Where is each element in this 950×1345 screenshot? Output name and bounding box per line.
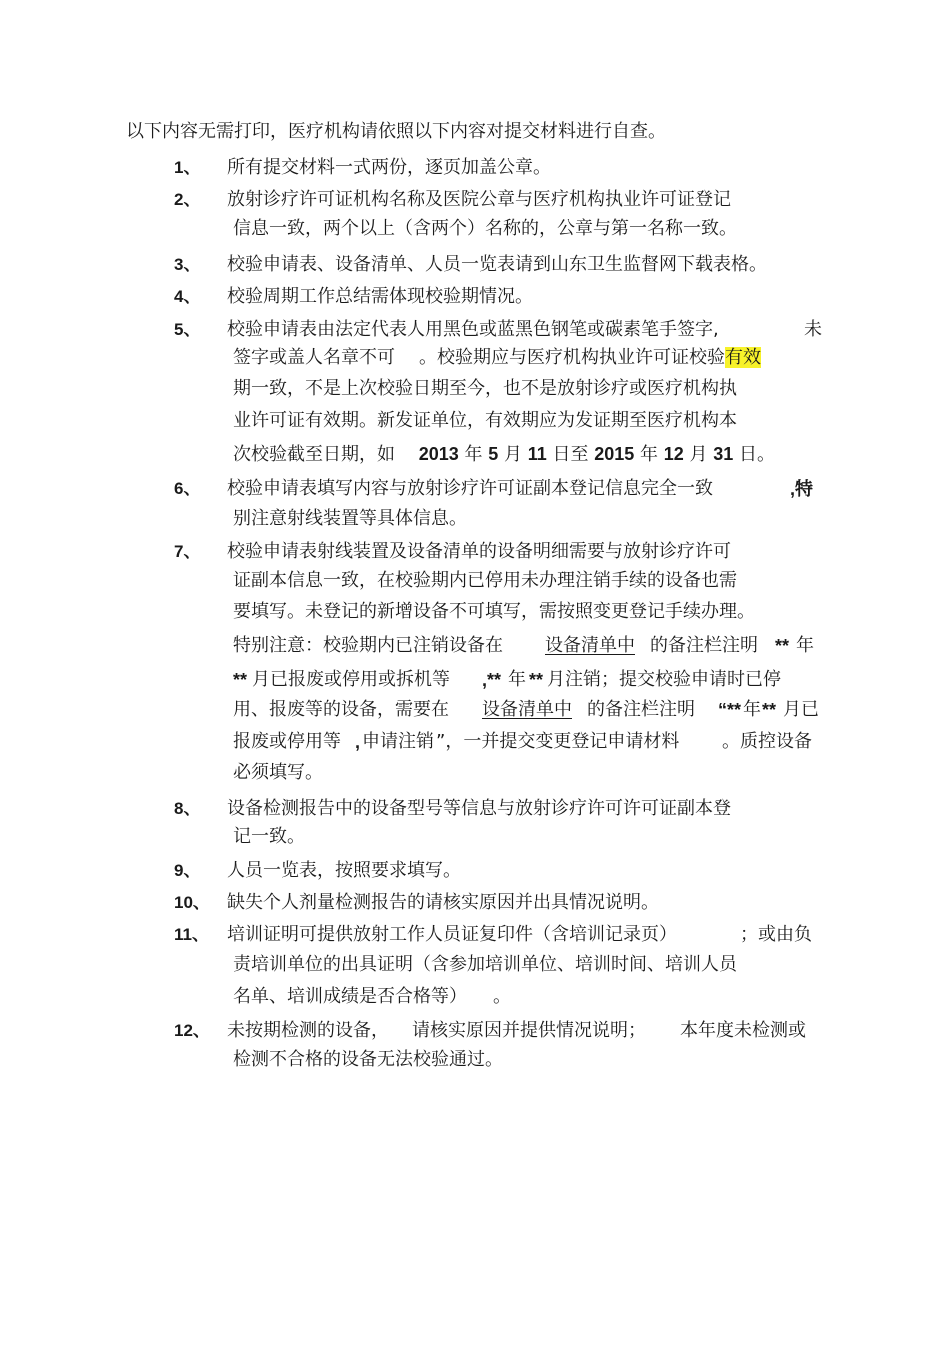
item-text: 人员一览表，按照要求填写。 (227, 860, 461, 881)
underlined-text: 设备清单中 (545, 635, 635, 656)
item-number: 4、 (174, 287, 201, 306)
text-run: 。校验期应与医疗机构执业许可证校验 (419, 347, 725, 368)
item-text: 责培训单位的出具证明（含参加培训单位、培训时间、培训人员 (233, 954, 737, 975)
item-number: 9、 (174, 861, 201, 880)
text-run: 月 (504, 444, 522, 465)
item-text: 特别注意：校验期内已注销设备在 (233, 635, 503, 656)
item-text: 业许可证有效期。新发证单位，有效期应为发证期至医疗机构本 (233, 410, 737, 431)
item-text: 校验周期工作总结需体现校验期情况。 (227, 286, 533, 307)
item-text: 用、报废等的设备，需要在 (233, 699, 449, 720)
date-number: 2015 (594, 444, 635, 464)
item-text: 培训证明可提供放射工作人员证复印件（含培训记录页） (227, 924, 677, 945)
item-text: 别注意射线装置等具体信息。 (233, 508, 467, 529)
item-number: 8、 (174, 799, 201, 818)
text-run: 年 (640, 444, 659, 465)
item-number: 10、 (174, 893, 210, 912)
text-run: 日至 (552, 444, 589, 465)
item-text: 。质控设备 (722, 731, 812, 752)
underlined-text: 设备清单中 (482, 699, 572, 720)
date-number: 12 (663, 444, 684, 464)
item-text: 证副本信息一致，在校验期内已停用未办理注销手续的设备也需 (233, 570, 737, 591)
item-text: 校验申请表由法定代表人用黑色或蓝黑色钢笔或碳素笔手签字, (227, 319, 719, 340)
item-text: 的备注栏注明 (587, 699, 695, 720)
date-number: 2013 (418, 444, 459, 464)
text-run: 月 (689, 444, 708, 465)
item-text: ** (775, 636, 790, 656)
item-text: 请核实原因并提供情况说明； (412, 1020, 646, 1041)
item-text: 缺失个人剂量检测报告的请核实原因并出具情况说明。 (227, 892, 659, 913)
item-text: 年 (796, 635, 814, 656)
item-number: 2、 (174, 190, 201, 209)
item-text: 年 (508, 669, 526, 690)
item-text: 的备注栏注明 (650, 635, 758, 656)
item-text: ** (233, 670, 248, 690)
date-number: 5 (488, 444, 499, 464)
item-number: 6、 (174, 479, 201, 498)
date-number: 11 (527, 444, 547, 464)
text-run: 签字或盖人名章不可 (233, 347, 395, 368)
item-text: 校验申请表、设备清单、人员一览表请到山东卫生监督网下载表格。 (227, 254, 767, 275)
item-text: 期一致，不是上次校验日期至今，也不是放射诊疗或医疗机构执 (233, 378, 737, 399)
item-text: ,特 (790, 479, 814, 499)
item-text (233, 347, 761, 369)
item-text: 设备检测报告中的设备型号等信息与放射诊疗许可许可证副本登 (227, 798, 731, 819)
item-number: 5、 (174, 320, 201, 339)
item-text: 名单、培训成绩是否合格等） (233, 986, 467, 1007)
item-text: 年 (743, 699, 761, 720)
item-text: 记一致。 (233, 826, 305, 847)
intro-text: 以下内容无需打印，医疗机构请依照以下内容对提交材料进行自查。 (126, 121, 666, 142)
item-number: 1、 (174, 158, 201, 177)
item-text: 本年度未检测或 (680, 1020, 806, 1041)
item-text: 检测不合格的设备无法校验通过。 (233, 1049, 503, 1070)
item-text: 月已报废或停用或拆机等 (252, 669, 450, 690)
item-text: ；或由负 (740, 924, 812, 945)
item-text: , (355, 732, 361, 752)
item-text: 要填写。未登记的新增设备不可填写，需按照变更登记手续办理。 (233, 601, 755, 622)
item-text: 必须填写。 (233, 762, 323, 783)
item-text: 未 (804, 319, 822, 340)
item-text: 月已 (783, 699, 819, 720)
item-text: “** (718, 700, 742, 720)
highlighted-text: 有效 (725, 347, 761, 368)
item-text: 校验申请表填写内容与放射诊疗许可证副本登记信息完全一致 (227, 478, 713, 499)
item-text: 申请注销 (362, 731, 434, 752)
item-text: 未按期检测的设备， (227, 1020, 389, 1041)
item-text: 月注销；提交校验申请时已停 (547, 669, 781, 690)
item-text: 信息一致，两个以上（含两个）名称的，公章与第一名称一致。 (233, 218, 737, 239)
item-text: ** (529, 670, 544, 690)
text-run: 次校验截至日期，如 (233, 444, 395, 465)
item-text: 。 (493, 986, 511, 1007)
item-number: 7、 (174, 542, 201, 561)
item-text (233, 443, 775, 466)
item-number: 12、 (174, 1021, 210, 1040)
text-run: 年 (464, 444, 483, 465)
item-text: ”，一并提交变更登记申请材料 (436, 731, 680, 752)
item-text: 所有提交材料一式两份，逐页加盖公章。 (227, 157, 551, 178)
item-text: 校验申请表射线装置及设备清单的设备明细需要与放射诊疗许可 (227, 541, 731, 562)
item-number: 11、 (174, 925, 209, 944)
item-text: ** (762, 700, 777, 720)
item-text: 报废或停用等 (233, 731, 341, 752)
text-run: 日。 (739, 444, 776, 465)
item-text: 放射诊疗许可证机构名称及医院公章与医疗机构执业许可证登记 (227, 189, 731, 210)
item-number: 3、 (174, 255, 201, 274)
item-text: ,** (482, 670, 502, 690)
date-number: 31 (713, 444, 734, 464)
